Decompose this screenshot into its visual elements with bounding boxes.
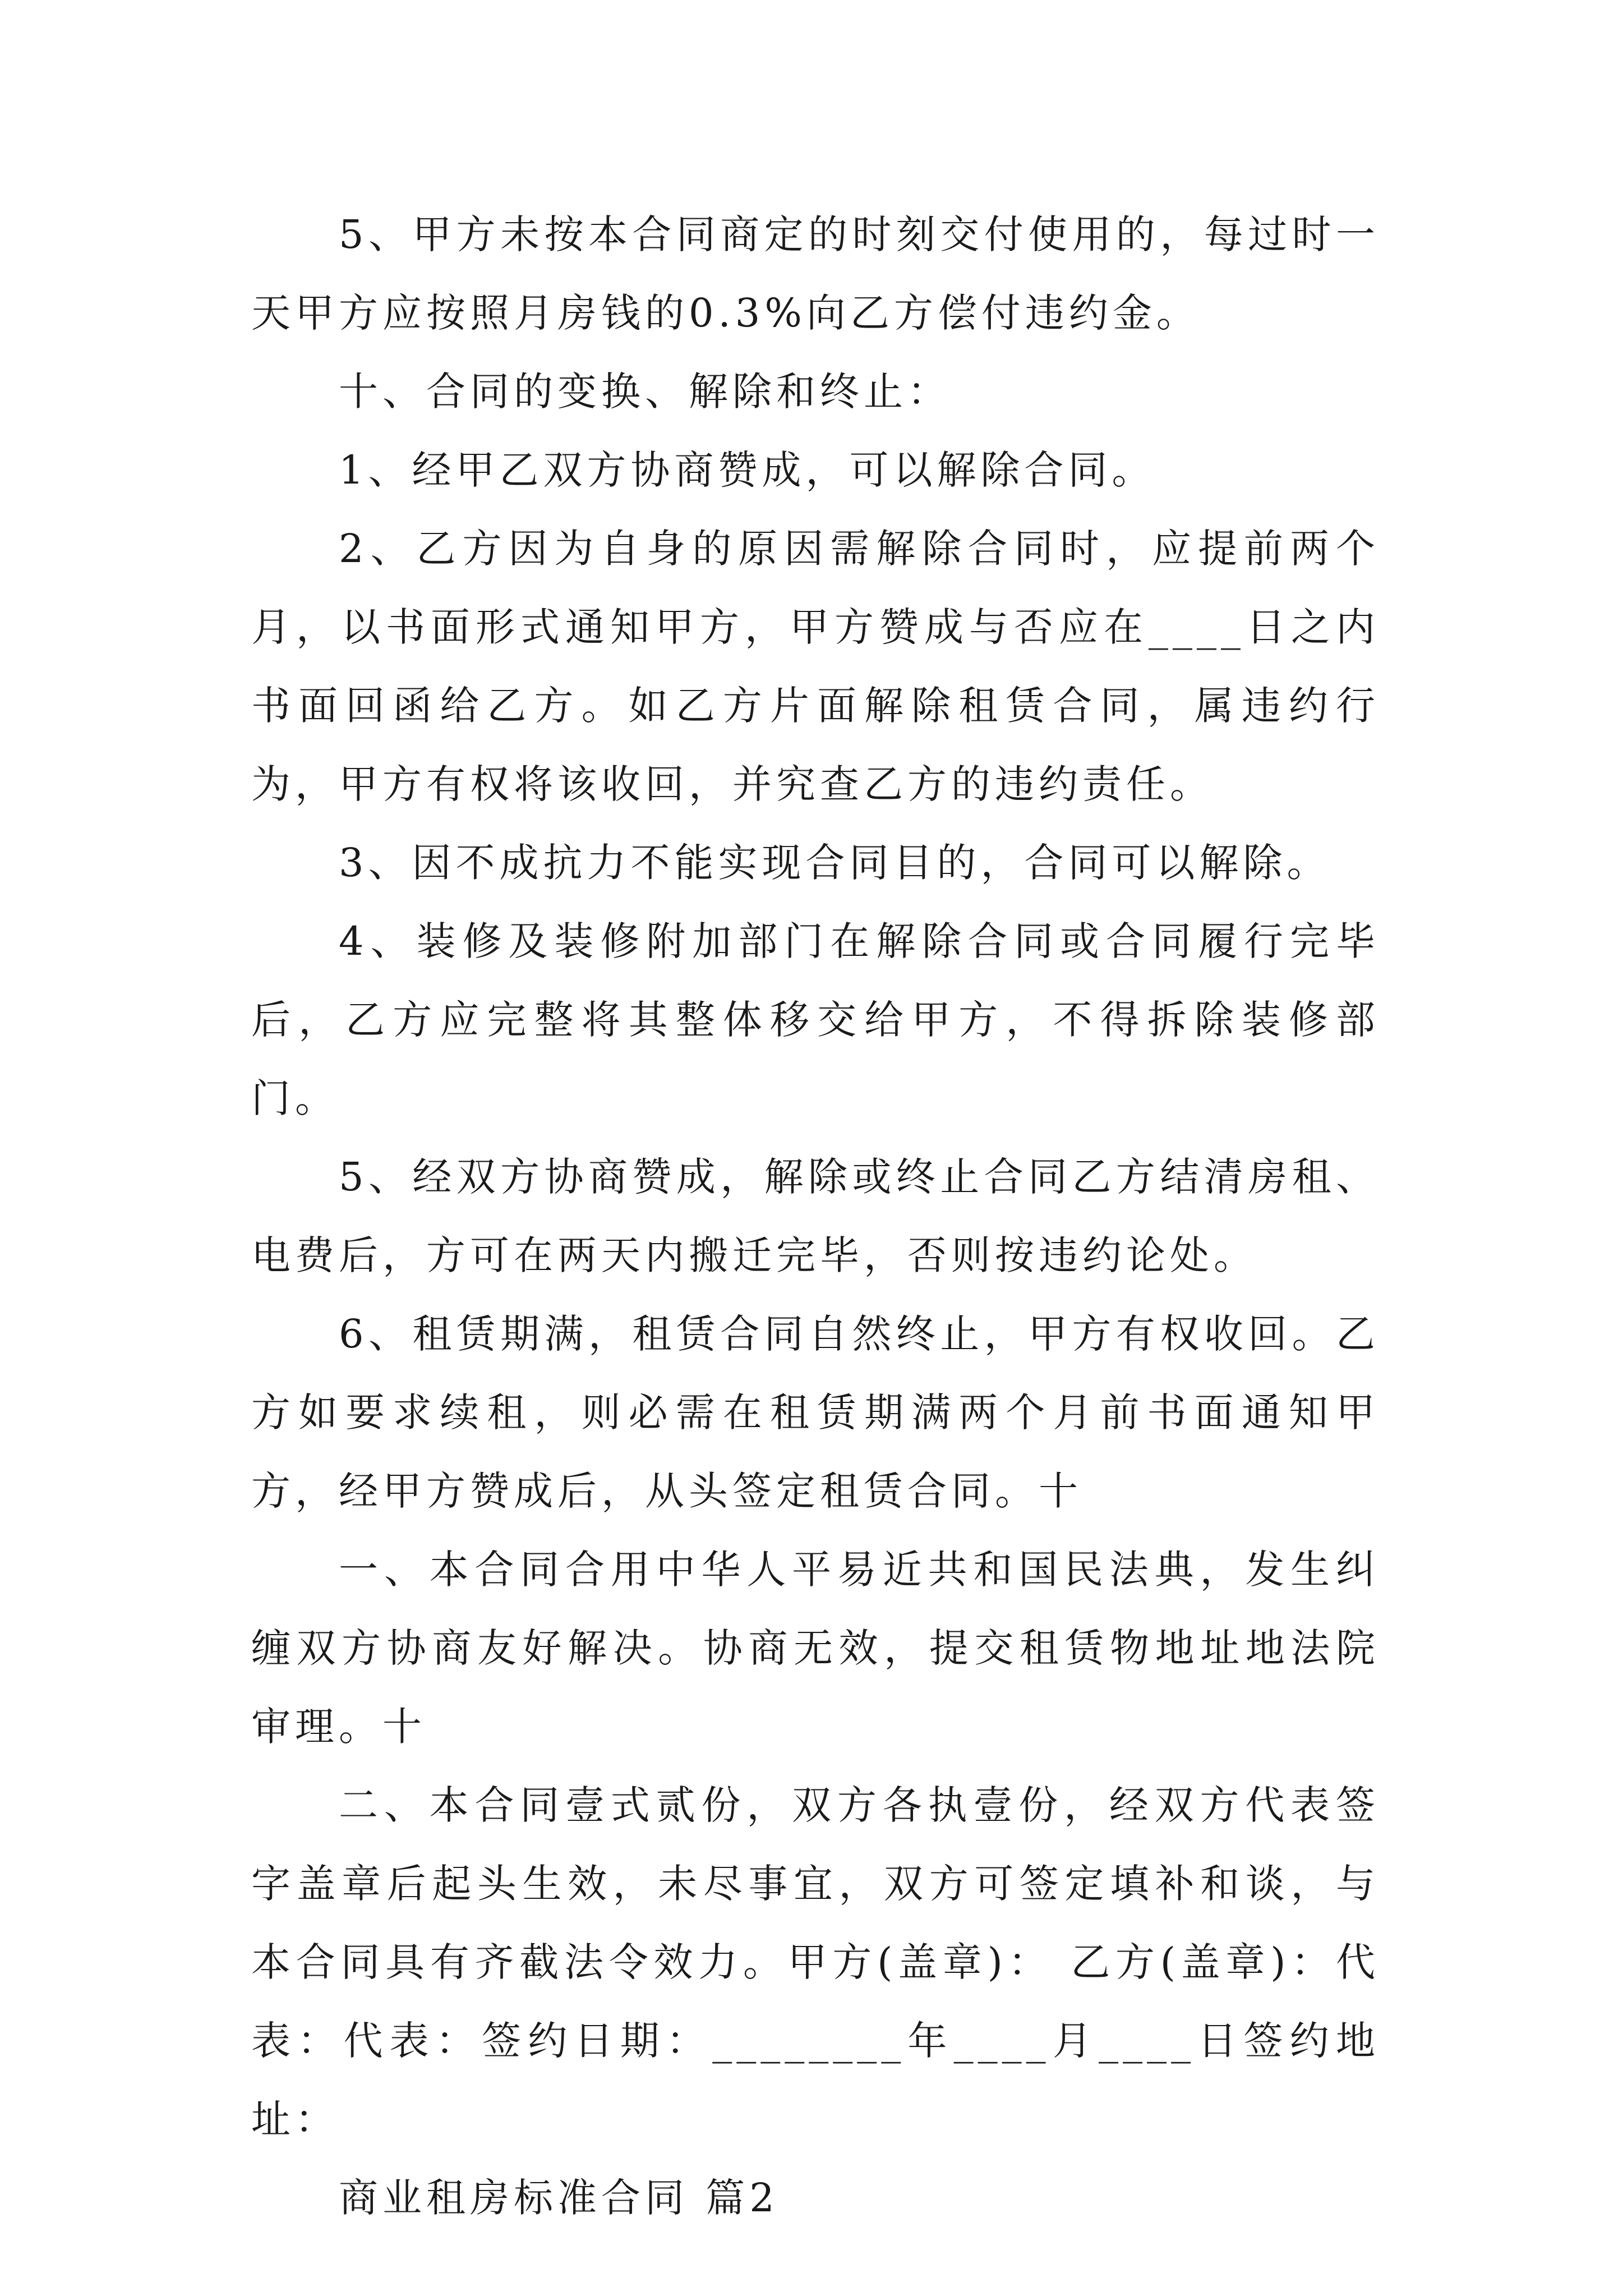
paragraph-section-eleven: 一、本合同合用中华人平易近共和国民法典，发生纠缠双方协商友好解决。协商无效，提交租赁物地址地法院审理。十: [251, 1547, 1380, 1750]
paragraph-clause-5: 5、经双方协商赞成，解除或终止合同乙方结清房租、电费后，方可在两天内搬迁完毕，否则按违约论处。: [251, 1154, 1380, 1278]
paragraph-breach-delivery: 5、甲方未按本合同商定的时刻交付使用的，每过时一天甲方应按照月房钱的0.3%向乙方偿付违约金。: [251, 211, 1380, 336]
paragraph-section-ten-heading: 十、合同的变换、解除和终止：: [339, 369, 951, 415]
document-body: [251, 195, 1380, 2237]
section-title: 商业租房标准合同 篇2: [339, 2175, 779, 2221]
paragraph-clause-3: 3、因不成抗力不能实现合同目的，合同可以解除。: [339, 840, 1331, 886]
paragraph-clause-2: 2、乙方因为自身的原因需解除合同时，应提前两个月，以书面形式通知甲方，甲方赞成与否应在____日之内书面回函给乙方。如乙方片面解除租赁合同，属违约行为，甲方有权将该收回，并究查乙方的违约责任。: [251, 526, 1380, 807]
paragraph-clause-4: 4、装修及装修附加部门在解除合同或合同履行完毕后，乙方应完整将其整体移交给甲方，不得拆除装修部门。: [251, 918, 1380, 1121]
paragraph-clause-6: 6、租赁期满，租赁合同自然终止，甲方有权收回。乙方如要求续租，则必需在租赁期满两个月前书面通知甲方，经甲方赞成后，从头签定租赁合同。十: [251, 1311, 1380, 1514]
paragraph-clause-1: 1、经甲乙双方协商赞成，可以解除合同。: [339, 447, 1156, 493]
paragraph-section-twelve: 二、本合同壹式贰份，双方各执壹份，经双方代表签字盖章后起头生效，未尽事宜，双方可签定填补和谈，与本合同具有齐截法令效力。甲方(盖章)： 乙方(盖章)：代表：代表：签约日期：________年____月____日签约地址：: [251, 1782, 1380, 2142]
